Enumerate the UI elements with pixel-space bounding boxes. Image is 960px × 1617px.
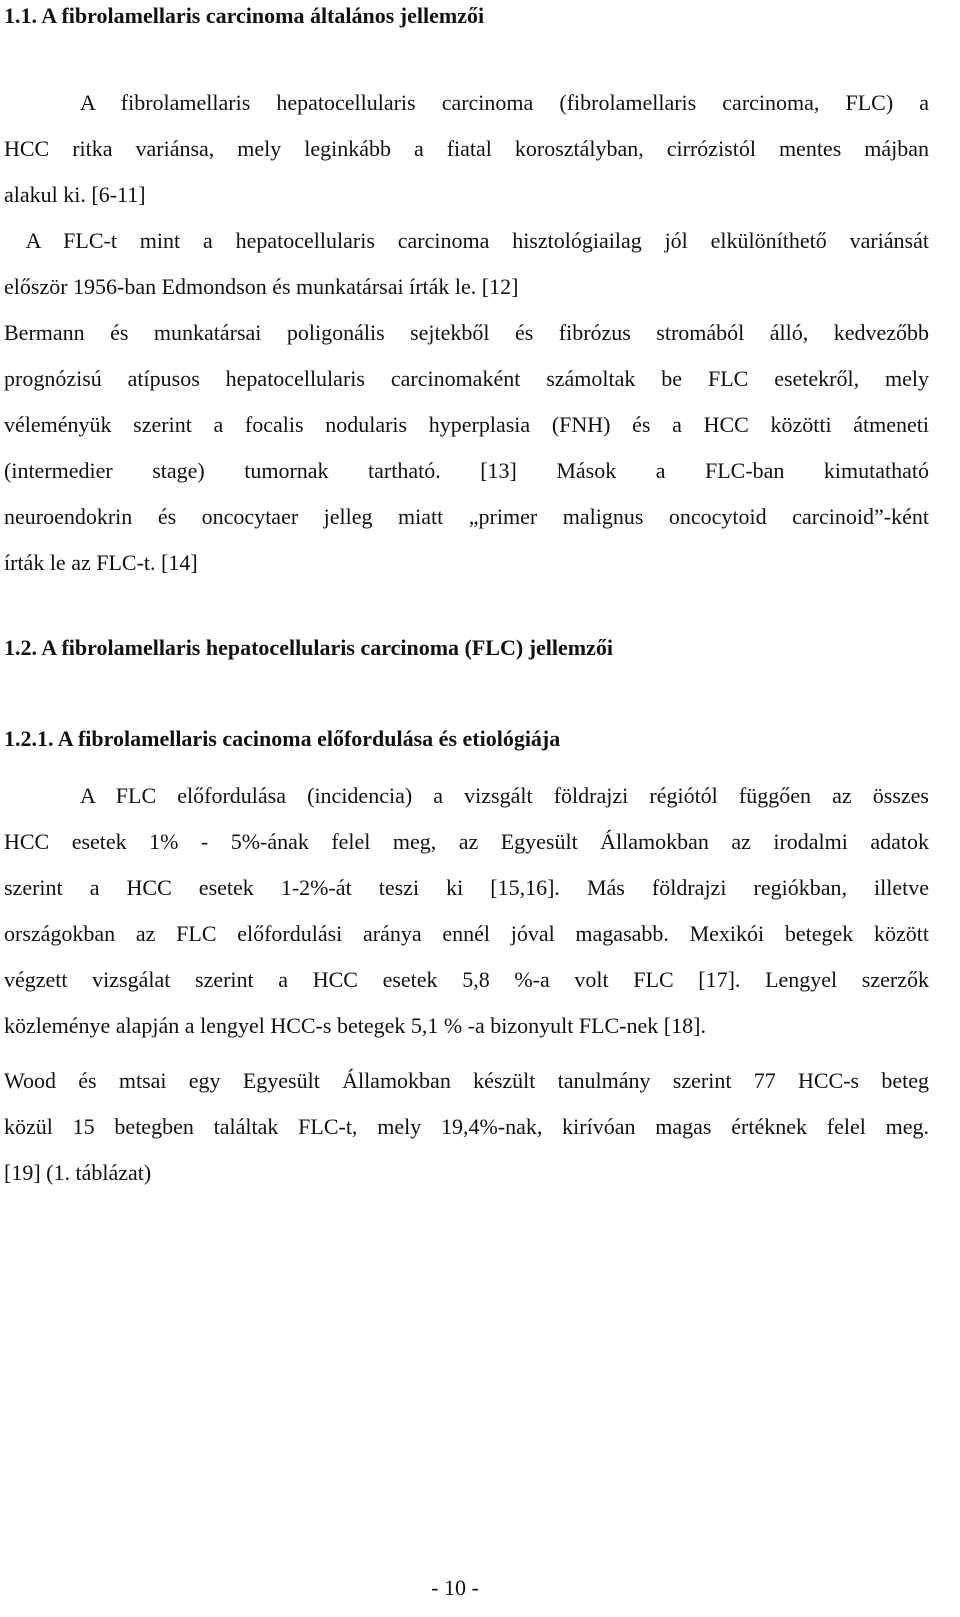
paragraph-line: HCC esetek 1% - 5%-ának felel meg, az Egyesült Államokban az irodalmi adatok xyxy=(4,829,929,854)
section-heading-1-1: 1.1. A fibrolamellaris carcinoma általános jellemzői xyxy=(4,3,485,28)
paragraph-line: szerint a HCC esetek 1-2%-át teszi ki [15,16]. Más földrajzi regiókban, illetve xyxy=(4,875,929,900)
paragraph-line: véleményük szerint a focalis nodularis hyperplasia (FNH) és a HCC közötti átmeneti xyxy=(4,412,929,437)
paragraph-line: írták le az FLC-t. [14] xyxy=(4,550,198,575)
paragraph-flc-history xyxy=(4,218,929,586)
page-number-text: - 10 - xyxy=(431,1575,479,1600)
paragraph-line: [19] (1. táblázat) xyxy=(4,1160,152,1185)
paragraph-line: neuroendokrin és oncocytaer jelleg miatt „primer malignus oncocytoid carcinoid”-ként xyxy=(4,504,929,529)
paragraph-line: országokban az FLC előfordulási aránya ennél jóval magasabb. Mexikói betegek között xyxy=(4,921,929,946)
paragraph-line: közül 15 betegben találtak FLC-t, mely 19,4%-nak, kirívóan magas értéknek felel meg. xyxy=(4,1114,929,1139)
paragraph-line: A fibrolamellaris hepatocellularis carcinoma (fibrolamellaris carcinoma, FLC) a xyxy=(80,90,929,115)
paragraph-line: A FLC előfordulása (incidencia) a vizsgált földrajzi régiótól függően az összes xyxy=(80,783,929,808)
paragraph-line: A FLC-t mint a hepatocellularis carcinoma hisztológiailag jól elkülöníthető variánsát xyxy=(4,228,929,253)
paragraph-flc-incidence xyxy=(4,773,929,1049)
paragraph-line: közleménye alapján a lengyel HCC-s betegek 5,1 % -a bizonyult FLC-nek [18]. xyxy=(4,1013,706,1038)
paragraph-line: Bermann és munkatársai poligonális sejtekből és fibrózus stromából álló, kedvezőbb xyxy=(4,320,929,345)
paragraph-line: Wood és mtsai egy Egyesült Államokban készült tanulmány szerint 77 HCC-s beteg xyxy=(4,1068,929,1093)
paragraph-line: HCC ritka variánsa, mely leginkább a fiatal korosztályban, cirrózistól mentes májban xyxy=(4,136,929,161)
page-number xyxy=(0,1573,930,1603)
paragraph-line: alakul ki. [6-11] xyxy=(4,182,146,207)
section-heading-1-2: 1.2. A fibrolamellaris hepatocellularis carcinoma (FLC) jellemzői xyxy=(4,635,613,660)
paragraph-line: (intermedier stage) tumornak tartható. [13] Mások a FLC-ban kimutatható xyxy=(4,458,929,483)
paragraph-wood-study xyxy=(4,1058,929,1196)
paragraph-line: végzett vizsgálat szerint a HCC esetek 5,8 %-a volt FLC [17]. Lengyel szerzők xyxy=(4,967,929,992)
paragraph-line: prognózisú atípusos hepatocellularis carcinomaként számoltak be FLC esetekről, mely xyxy=(4,366,929,391)
section-heading-1-2-1: 1.2.1. A fibrolamellaris cacinoma előfordulása és etiológiája xyxy=(4,726,561,751)
paragraph-line: először 1956-ban Edmondson és munkatársai írták le. [12] xyxy=(4,274,519,299)
paragraph-flc-definition xyxy=(4,80,929,218)
